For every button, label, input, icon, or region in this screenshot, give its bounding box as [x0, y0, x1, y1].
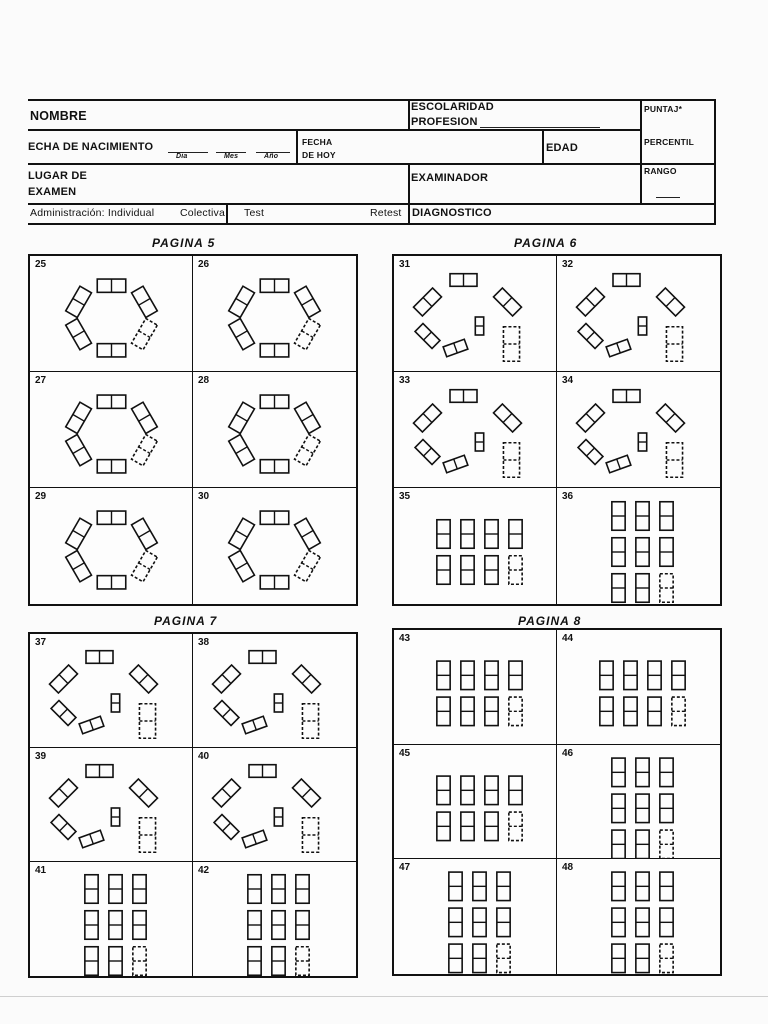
puntaje-label: PUNTAJ*: [644, 104, 683, 114]
domino: [295, 402, 321, 433]
domino: [248, 911, 261, 940]
answer-domino: [132, 318, 158, 349]
domino: [272, 947, 285, 976]
domino: [413, 404, 441, 432]
item-cell-43: [394, 630, 557, 745]
answer-domino: [503, 327, 519, 362]
domino: [212, 665, 240, 693]
item-number: 48: [562, 862, 574, 874]
domino: [86, 651, 113, 664]
profesion-label: PROFESION: [411, 116, 478, 128]
domino: [66, 402, 92, 433]
domino: [612, 758, 625, 787]
domino: [449, 908, 462, 937]
domino: [212, 779, 240, 807]
domino: [624, 661, 637, 690]
domino: [473, 872, 486, 901]
domino: [272, 875, 285, 904]
domino: [51, 701, 76, 726]
domino-figure: [557, 488, 720, 604]
domino: [437, 776, 450, 805]
item-number: 34: [562, 375, 574, 386]
mes-label: Mes: [224, 153, 239, 160]
domino: [132, 286, 158, 317]
page-title-6: PAGINA 6: [514, 236, 578, 250]
diagnostico-label: DIAGNOSTICO: [412, 207, 492, 219]
domino: [485, 661, 498, 690]
domino-figure: [193, 748, 356, 862]
domino: [437, 697, 450, 726]
domino: [111, 694, 119, 712]
domino-figure: [394, 488, 557, 604]
domino: [485, 520, 498, 549]
domino: [249, 651, 276, 664]
item-number: 35: [399, 491, 411, 502]
item-cell-39: [30, 748, 193, 862]
fecha-label: FECHA: [302, 137, 333, 147]
edad-label: EDAD: [546, 142, 578, 154]
domino-figure: [30, 862, 193, 976]
domino: [443, 455, 468, 473]
domino: [97, 344, 126, 357]
answer-domino: [497, 944, 510, 973]
answer-domino: [295, 434, 321, 465]
domino: [612, 872, 625, 901]
item-number: 33: [399, 375, 411, 386]
domino: [249, 765, 276, 778]
domino: [66, 286, 92, 317]
item-number: 43: [399, 633, 411, 644]
domino: [509, 661, 522, 690]
item-cell-42: [193, 862, 356, 976]
domino-figure: [193, 488, 356, 604]
domino: [612, 794, 625, 823]
item-number: 47: [399, 862, 411, 874]
item-cell-46: [557, 745, 720, 860]
domino: [295, 286, 321, 317]
domino: [133, 911, 146, 940]
item-number: 37: [35, 637, 47, 648]
item-cell-31: [394, 256, 557, 372]
domino-figure: [394, 745, 557, 860]
administracion-label: Administración: Individual: [30, 207, 155, 219]
domino: [509, 776, 522, 805]
domino: [497, 908, 510, 937]
answer-domino: [139, 704, 155, 739]
domino: [450, 274, 477, 287]
item-number: 45: [399, 747, 411, 759]
item-cell-35: [394, 488, 557, 604]
domino: [461, 520, 474, 549]
domino-figure: [394, 372, 557, 488]
domino: [415, 324, 440, 349]
domino: [79, 830, 104, 848]
domino-figure: [557, 372, 720, 488]
domino: [85, 947, 98, 976]
domino-figure: [394, 256, 557, 372]
domino: [485, 776, 498, 805]
domino: [660, 538, 673, 567]
domino: [229, 402, 255, 433]
item-number: 29: [35, 491, 47, 502]
panel-pagina-8: [392, 628, 722, 976]
domino: [612, 538, 625, 567]
answer-domino: [295, 550, 321, 581]
domino: [133, 875, 146, 904]
domino: [109, 875, 122, 904]
domino: [66, 550, 92, 581]
item-number: 31: [399, 259, 411, 270]
item-number: 44: [562, 633, 574, 644]
panel-pagina-6: [392, 254, 722, 606]
item-cell-29: [30, 488, 193, 604]
domino: [248, 875, 261, 904]
item-cell-38: [193, 634, 356, 748]
domino: [473, 944, 486, 973]
item-cell-26: [193, 256, 356, 372]
domino: [86, 765, 113, 778]
domino: [97, 395, 126, 408]
domino: [461, 556, 474, 585]
domino: [443, 339, 468, 357]
domino: [672, 661, 685, 690]
item-cell-25: [30, 256, 193, 372]
panel-pagina-5: [28, 254, 358, 606]
domino: [450, 390, 477, 403]
domino: [485, 697, 498, 726]
domino: [461, 776, 474, 805]
domino: [613, 274, 640, 287]
escolaridad-label: ESCOLARIDAD: [411, 101, 494, 113]
item-cell-33: [394, 372, 557, 488]
page-title-5: PAGINA 5: [152, 236, 216, 250]
answer-domino: [672, 697, 685, 726]
domino: [49, 779, 77, 807]
item-cell-45: [394, 745, 557, 860]
domino: [660, 908, 673, 937]
item-number: 26: [198, 259, 210, 270]
dia-label: Dia: [176, 153, 188, 160]
answer-domino: [666, 327, 682, 362]
domino: [636, 574, 649, 603]
item-number: 39: [35, 751, 47, 762]
domino: [638, 433, 646, 451]
domino: [85, 911, 98, 940]
domino: [49, 665, 77, 693]
domino: [260, 279, 289, 292]
domino: [109, 947, 122, 976]
domino: [606, 339, 631, 357]
item-cell-28: [193, 372, 356, 488]
domino: [600, 661, 613, 690]
domino: [292, 779, 320, 807]
domino: [272, 911, 285, 940]
domino: [132, 518, 158, 549]
item-cell-44: [557, 630, 720, 745]
domino-figure: [30, 748, 193, 862]
item-number: 42: [198, 865, 210, 876]
answer-domino: [509, 697, 522, 726]
answer-domino: [509, 556, 522, 585]
domino: [229, 318, 255, 349]
domino: [229, 286, 255, 317]
domino: [509, 520, 522, 549]
item-number: 27: [35, 375, 47, 386]
answer-domino: [139, 818, 155, 853]
domino: [97, 460, 126, 473]
colectiva-label: Colectiva: [180, 207, 225, 219]
domino: [636, 944, 649, 973]
domino: [636, 758, 649, 787]
item-cell-41: [30, 862, 193, 976]
domino: [493, 288, 521, 316]
domino-figure: [557, 859, 720, 974]
domino: [51, 815, 76, 840]
header-form: [28, 99, 716, 225]
domino: [79, 716, 104, 734]
domino: [660, 794, 673, 823]
domino: [229, 434, 255, 465]
domino: [485, 812, 498, 841]
domino-figure: [557, 256, 720, 372]
lugar-de-label: LUGAR DE: [28, 170, 88, 182]
page-title-7: PAGINA 7: [154, 614, 218, 628]
answer-domino: [660, 574, 673, 603]
domino: [624, 697, 637, 726]
domino: [97, 576, 126, 589]
item-cell-36: [557, 488, 720, 604]
domino: [66, 434, 92, 465]
panel-pagina-7: [28, 632, 358, 978]
domino: [576, 288, 604, 316]
domino: [612, 944, 625, 973]
domino: [248, 947, 261, 976]
domino: [66, 318, 92, 349]
domino: [656, 288, 684, 316]
item-number: 41: [35, 865, 47, 876]
domino: [648, 697, 661, 726]
item-cell-32: [557, 256, 720, 372]
domino: [85, 875, 98, 904]
answer-domino: [132, 434, 158, 465]
domino: [129, 779, 157, 807]
domino: [437, 556, 450, 585]
domino: [612, 830, 625, 859]
domino: [660, 872, 673, 901]
domino: [660, 502, 673, 531]
item-cell-34: [557, 372, 720, 488]
domino: [461, 697, 474, 726]
domino: [497, 872, 510, 901]
domino: [660, 758, 673, 787]
anio-label: Año: [264, 153, 279, 160]
domino: [612, 908, 625, 937]
domino: [636, 794, 649, 823]
domino: [636, 538, 649, 567]
domino: [636, 830, 649, 859]
domino: [449, 944, 462, 973]
answer-domino: [666, 443, 682, 478]
domino: [578, 324, 603, 349]
domino: [473, 908, 486, 937]
domino: [493, 404, 521, 432]
domino: [242, 830, 267, 848]
domino-figure: [30, 256, 193, 372]
domino: [449, 872, 462, 901]
domino: [109, 911, 122, 940]
domino: [638, 317, 646, 335]
scan-edge: [0, 996, 768, 997]
item-number: 30: [198, 491, 210, 502]
domino: [260, 460, 289, 473]
domino: [636, 872, 649, 901]
domino-figure: [30, 372, 193, 488]
domino: [292, 665, 320, 693]
domino-figure: [30, 488, 193, 604]
page-title-8: PAGINA 8: [518, 614, 582, 628]
domino: [600, 697, 613, 726]
answer-domino: [295, 318, 321, 349]
answer-domino: [133, 947, 146, 976]
test-label: Test: [244, 207, 265, 219]
nombre-label: NOMBRE: [30, 109, 87, 123]
answer-domino: [302, 704, 318, 739]
domino: [295, 518, 321, 549]
domino: [413, 288, 441, 316]
domino: [111, 808, 119, 826]
domino: [612, 502, 625, 531]
domino-figure: [394, 630, 557, 745]
domino: [214, 701, 239, 726]
domino: [437, 661, 450, 690]
domino: [260, 395, 289, 408]
domino-figure: [30, 634, 193, 748]
domino: [437, 520, 450, 549]
item-number: 32: [562, 259, 574, 270]
answer-domino: [302, 818, 318, 853]
domino: [296, 911, 309, 940]
domino: [485, 556, 498, 585]
item-number: 25: [35, 259, 47, 270]
domino-figure: [394, 859, 557, 974]
domino: [296, 875, 309, 904]
item-number: 38: [198, 637, 210, 648]
domino: [274, 808, 282, 826]
domino-figure: [557, 630, 720, 745]
answer-domino: [503, 443, 519, 478]
rango-label: RANGO: [644, 166, 677, 176]
domino: [437, 812, 450, 841]
domino: [229, 550, 255, 581]
answer-domino: [660, 830, 673, 859]
item-cell-48: [557, 859, 720, 974]
item-number: 28: [198, 375, 210, 386]
domino: [648, 661, 661, 690]
domino: [461, 661, 474, 690]
answer-domino: [132, 550, 158, 581]
domino: [260, 511, 289, 524]
domino: [612, 574, 625, 603]
answer-domino: [509, 812, 522, 841]
domino: [260, 576, 289, 589]
item-cell-37: [30, 634, 193, 748]
item-cell-40: [193, 748, 356, 862]
domino: [415, 440, 440, 465]
answer-domino: [296, 947, 309, 976]
domino: [260, 344, 289, 357]
domino: [461, 812, 474, 841]
de-hoy-label: DE HOY: [302, 150, 336, 160]
percentil-label: PERCENTIL: [644, 137, 694, 147]
domino: [97, 279, 126, 292]
domino-figure: [193, 862, 356, 976]
domino: [66, 518, 92, 549]
domino-figure: [193, 634, 356, 748]
domino: [606, 455, 631, 473]
item-number: 46: [562, 747, 574, 759]
item-number: 40: [198, 751, 210, 762]
domino: [578, 440, 603, 465]
domino: [475, 433, 483, 451]
domino: [229, 518, 255, 549]
domino: [576, 404, 604, 432]
domino: [636, 908, 649, 937]
item-number: 36: [562, 491, 574, 502]
examen-label: EXAMEN: [28, 186, 77, 198]
domino: [656, 404, 684, 432]
domino: [129, 665, 157, 693]
domino-figure: [557, 745, 720, 860]
fecha-nacimiento-label: ECHA DE NACIMIENTO: [28, 141, 154, 153]
domino: [613, 390, 640, 403]
domino: [274, 694, 282, 712]
domino-figure: [193, 372, 356, 488]
domino: [97, 511, 126, 524]
item-cell-47: [394, 859, 557, 974]
domino: [475, 317, 483, 335]
domino: [214, 815, 239, 840]
item-cell-27: [30, 372, 193, 488]
domino: [636, 502, 649, 531]
domino: [132, 402, 158, 433]
retest-label: Retest: [370, 207, 402, 219]
domino: [242, 716, 267, 734]
domino-figure: [193, 256, 356, 372]
item-cell-30: [193, 488, 356, 604]
answer-domino: [660, 944, 673, 973]
examinador-label: EXAMINADOR: [411, 172, 489, 184]
